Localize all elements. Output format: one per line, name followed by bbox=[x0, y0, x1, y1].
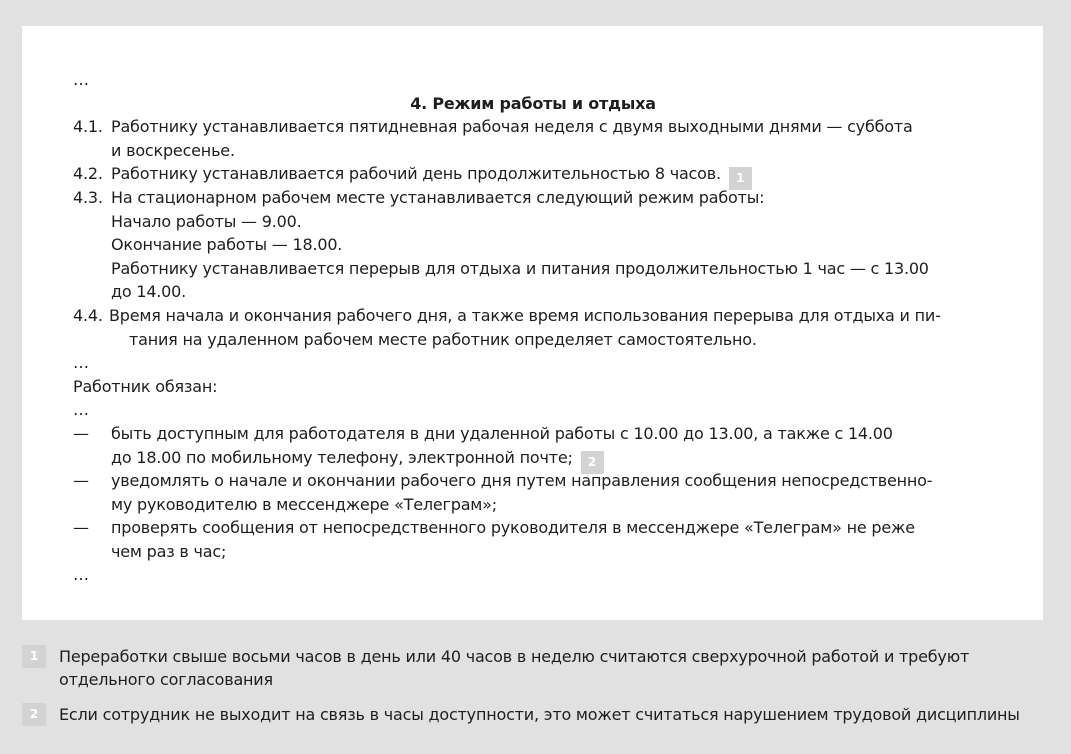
obligation-text-line: быть доступным для работодателя в дни удаленной работы с 10.00 до 13.00, а также с 14.00 bbox=[111, 423, 893, 443]
omission-ellipsis: … bbox=[73, 353, 90, 373]
clause-text-line: Время начала и окончания рабочего дня, а также время использования перерыва для отдыха и пи- bbox=[109, 305, 941, 325]
footnote-text-line: отдельного согласования bbox=[59, 670, 273, 689]
obligation-text-line: чем раз в час; bbox=[111, 541, 227, 561]
clause-text-line: и воскресенье. bbox=[111, 140, 235, 160]
section-heading: 4. Режим работы и отдыха bbox=[410, 93, 656, 113]
clause-4-2 bbox=[73, 162, 993, 186]
footnote-2 bbox=[22, 703, 1062, 726]
footnote-ref-badge-1[interactable]: 1 bbox=[729, 167, 752, 190]
document-panel bbox=[22, 26, 1043, 620]
clause-number: 4.4. bbox=[73, 305, 103, 325]
footnote-number-badge: 2 bbox=[22, 703, 46, 726]
footnote-text-line: Переработки свыше восьми часов в день или 40 часов в неделю считаются сверхурочной работой и требуют bbox=[59, 647, 970, 666]
clause-text-line: Начало работы — 9.00. bbox=[111, 211, 302, 231]
dash-marker: — bbox=[73, 423, 89, 443]
obligation-text-line: до 18.00 по мобильному телефону, электронной почте; bbox=[111, 447, 573, 467]
footnotes-section bbox=[22, 645, 1062, 738]
clause-text-line: Работнику устанавливается рабочий день продолжительностью 8 часов. bbox=[111, 164, 721, 184]
obligation-item bbox=[73, 469, 993, 516]
obligation-text-line: му руководителю в мессенджере «Телеграм»; bbox=[111, 494, 497, 514]
clause-text-line: Окончание работы — 18.00. bbox=[111, 235, 343, 255]
omission-ellipsis: … bbox=[73, 400, 90, 420]
footnote-text-line: Если сотрудник не выходит на связь в часы доступности, это может считаться нарушением трудовой дисциплины bbox=[59, 705, 1020, 724]
clause-number: 4.3. bbox=[73, 187, 103, 207]
clause-4-3 bbox=[73, 186, 993, 304]
document-excerpt bbox=[73, 68, 993, 587]
clause-4-1 bbox=[73, 115, 993, 162]
omission-ellipsis: … bbox=[73, 70, 90, 89]
obligation-text-line: уведомлять о начале и окончании рабочего дня путем направления сообщения непосредственно- bbox=[111, 471, 933, 491]
obligation-text-line: проверять сообщения от непосредственного руководителя в мессенджере «Телеграм» не реже bbox=[111, 518, 915, 538]
omission-ellipsis: … bbox=[73, 565, 90, 585]
obligation-item bbox=[73, 422, 993, 469]
clause-text-line: тания на удаленном рабочем месте работник определяет самостоятельно. bbox=[129, 329, 757, 349]
clause-text-line: На стационарном рабочем месте устанавливается следующий режим работы: bbox=[111, 187, 765, 207]
dash-marker: — bbox=[73, 518, 89, 538]
obligations-intro: Работник обязан: bbox=[73, 376, 218, 396]
footnote-number-badge: 1 bbox=[22, 645, 46, 668]
clause-number: 4.2. bbox=[73, 164, 103, 184]
clause-number: 4.1. bbox=[73, 117, 103, 137]
footnote-1 bbox=[22, 645, 1062, 691]
dash-marker: — bbox=[73, 471, 89, 491]
footnote-ref-badge-2[interactable]: 2 bbox=[581, 451, 604, 474]
clause-text-line: до 14.00. bbox=[111, 282, 187, 302]
clause-text-line: Работнику устанавливается перерыв для отдыха и питания продолжительностью 1 час — с 13.00 bbox=[111, 258, 929, 278]
clause-4-4 bbox=[73, 304, 993, 351]
clause-text-line: Работнику устанавливается пятидневная рабочая неделя с двумя выходными днями — суббота bbox=[111, 117, 913, 137]
obligation-item bbox=[73, 516, 993, 563]
